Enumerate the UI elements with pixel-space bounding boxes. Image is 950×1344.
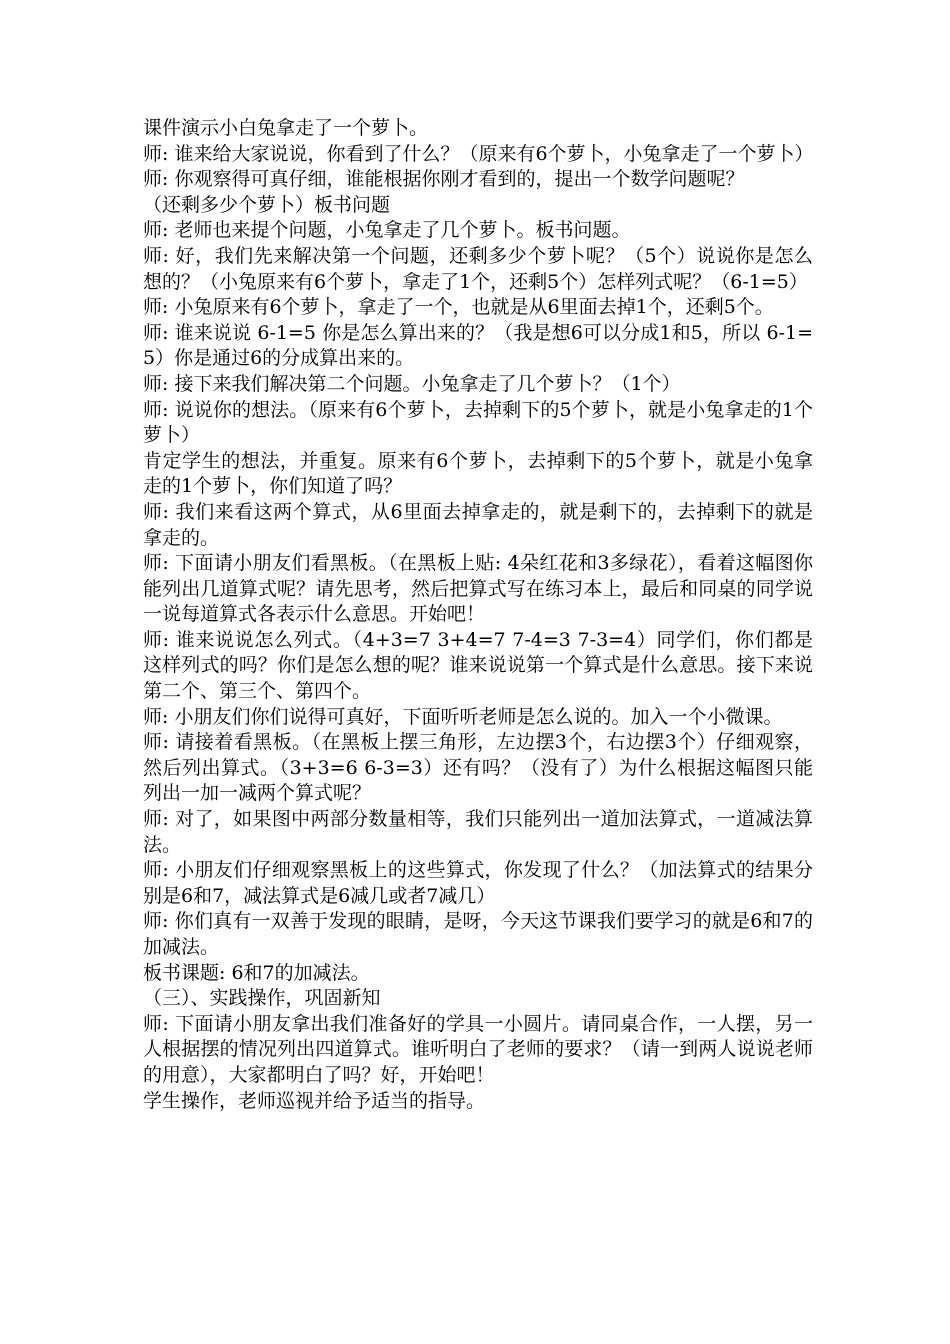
paragraph: 肯定学生的想法，并重复。原来有6个萝卜，去掉剩下的5个萝卜，就是小兔拿走的1个萝卜，你们知道了吗？	[143, 449, 813, 498]
paragraph: 师: 对了，如果图中两部分数量相等，我们只能列出一道加法算式，一道减法算法。	[143, 808, 813, 856]
section-heading: （三）、实践操作，巩固新知	[143, 987, 381, 1010]
document-body	[143, 116, 813, 1114]
paragraph: 师: 小兔原来有6个萝卜，拿走了一个，也就是从6里面去掉1个，还剩5个。	[143, 296, 774, 319]
paragraph: 师: 谁来说说 6-1=5 你是怎么算出来的？（我是想6可以分成1和5，所以 6-1=5）你是通过6的分成算出来的。	[143, 321, 813, 370]
paragraph: 师: 小朋友们你们说得可真好，下面听听老师是怎么说的。加入一个小微课。	[143, 705, 783, 728]
paragraph: 师: 说说你的想法。（原来有6个萝卜，去掉剩下的5个萝卜，就是小兔拿走的1个萝卜）	[143, 398, 813, 447]
paragraph: 师: 下面请小朋友拿出我们准备好的学具一小圆片。请同桌合作，一人摆，另一人根据摆的情况列出四道算式。谁听明白了老师的要求？（请一到两人说说老师的用意），大家都明白了吗？好，开始吧！	[143, 1012, 813, 1086]
paragraph: 师: 小朋友们仔细观察黑板上的这些算式，你发现了什么？（加法算式的结果分别是6和7，减法算式是6减几或者7减几）	[143, 859, 813, 907]
paragraph: 师: 下面请小朋友们看黑板。（在黑板上贴: 4朵红花和3多绿花），看着这幅图你能列出几道算式呢？请先思考，然后把算式写在练习本上，最后和同桌的同学说一说每道算式各表示什么意思。开始吧！	[143, 552, 813, 626]
paragraph: 师: 你观察得可真仔细，谁能根据你刚才看到的，提出一个数学问题呢？	[143, 168, 745, 191]
paragraph: 师: 谁来给大家说说，你看到了什么？（原来有6个萝卜，小兔拿走了一个萝卜）	[143, 142, 814, 165]
paragraph: 师: 我们来看这两个算式，从6里面去掉拿走的，就是剩下的，去掉剩下的就是拿走的。	[143, 500, 813, 549]
paragraph: 板书课题: 6和7的加减法。	[143, 961, 370, 984]
paragraph: 师: 你们真有一双善于发现的眼睛，是呀，今天这节课我们要学习的就是6和7的加减法。	[143, 910, 813, 958]
paragraph: （还剩多少个萝卜）板书问题	[143, 193, 391, 216]
paragraph: 师: 请接着看黑板。（在黑板上摆三角形，左边摆3个，右边摆3个）仔细观察，然后列出算式。（3+3=6 6-3=3）还有吗？（没有了）为什么根据这幅图只能列出一加一减两个算式呢？	[143, 731, 813, 805]
paragraph: 师: 老师也来提个问题，小兔拿走了几个萝卜。板书问题。	[143, 219, 631, 242]
paragraph: 学生操作，老师巡视并给予适当的指导。	[143, 1089, 486, 1112]
paragraph: 师: 接下来我们解决第二个问题。小兔拿走了几个萝卜？（1个）	[143, 372, 681, 395]
paragraph: 师: 好，我们先来解决第一个问题，还剩多少个萝卜呢？（5个）说说你是怎么想的？（小兔原来有6个萝卜，拿走了1个，还剩5个）怎样列式呢？（6-1=5）	[143, 244, 813, 293]
paragraph: 师: 谁来说说怎么列式。（4+3=7 3+4=7 7-4=3 7-3=4）同学们，你们都是这样列式的吗？你们是怎么想的呢？谁来说说第一个算式是什么意思。接下来说第二个、第三个、第四个。	[143, 628, 813, 703]
paragraph: 课件演示小白兔拿走了一个萝卜。	[143, 117, 429, 139]
